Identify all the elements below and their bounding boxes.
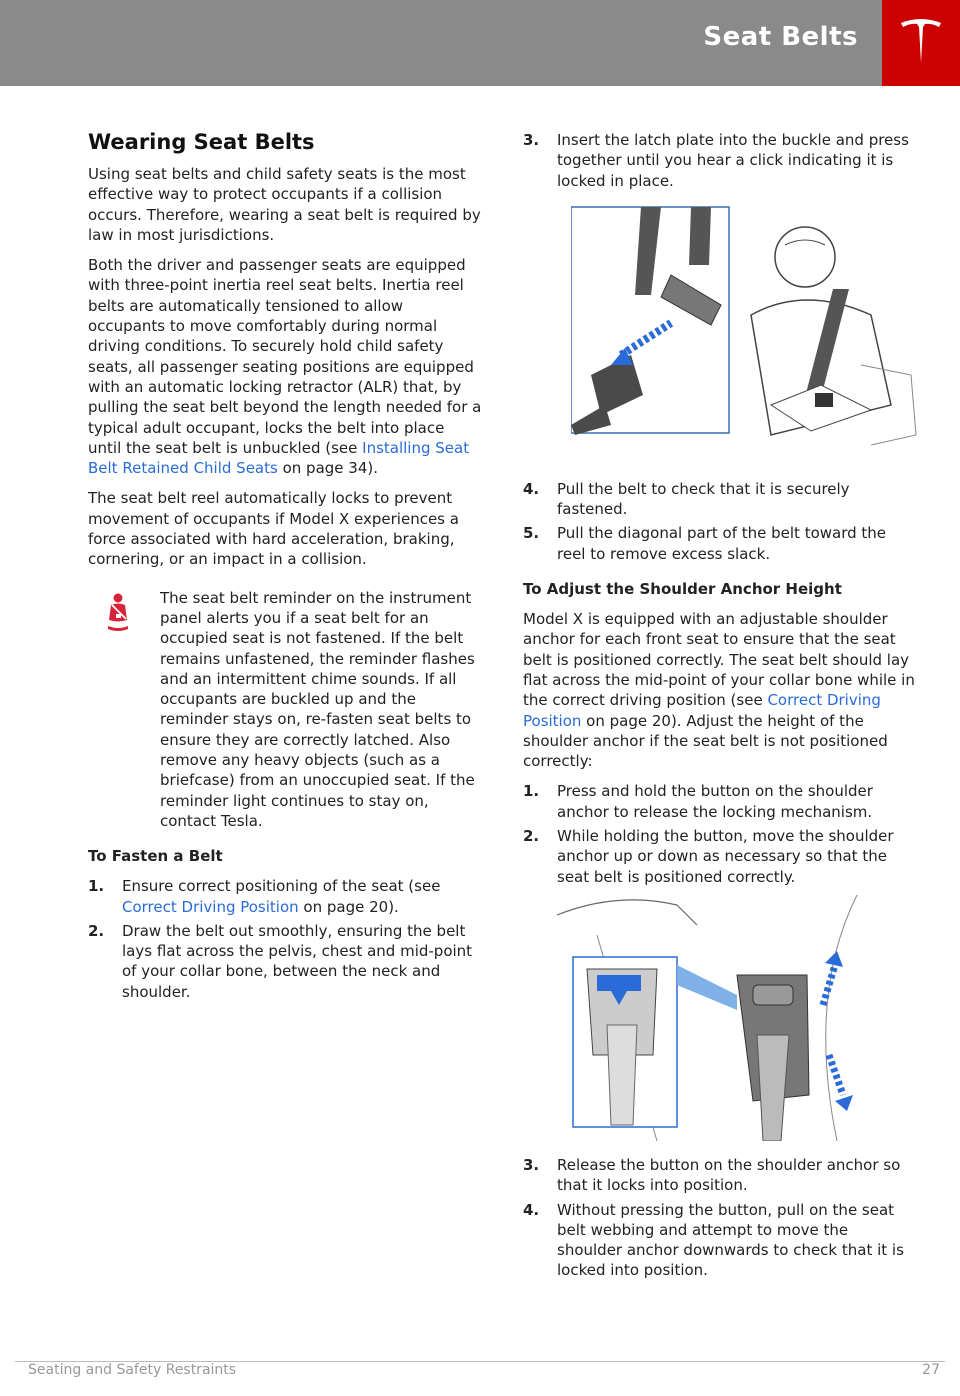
left-column bbox=[88, 130, 482, 1006]
fasten-steps-list bbox=[88, 876, 482, 1002]
notice-text: The seat belt reminder on the instrument panel alerts you if a seat belt for an occupied seat is not fastened. If the belt remains unfastened, the reminder flashes and an intermittent chime sounds. If all occupants are buckled up and the reminder stays on, re-fasten seat belts to ensure they are correctly latched. Also remove any heavy objects (such as a briefcase) from an unoccupied seat. If the reminder light continues to stay on, contact Tesla. bbox=[160, 588, 475, 830]
verify-steps-list bbox=[523, 1155, 917, 1281]
list-item: 2. While holding the button, move the shoulder anchor up or down as necessary so that the seat belt is positioned correctly. bbox=[523, 827, 894, 886]
list-item: 4. Without pressing the button, pull on the seat belt webbing and attempt to move the shoulder anchor downwards to check that it is locked into position. bbox=[523, 1200, 904, 1280]
link-driving-position[interactable]: Correct Driving Position bbox=[122, 897, 299, 916]
check-steps-list bbox=[523, 479, 917, 564]
list-item: 1. Press and hold the button on the shoulder anchor to release the locking mechanism. bbox=[523, 782, 873, 821]
page-header bbox=[0, 0, 960, 86]
fasten-steps-continued bbox=[523, 130, 917, 191]
subheading-fasten-belt: To Fasten a Belt bbox=[88, 847, 223, 866]
tesla-logo-icon bbox=[899, 17, 943, 69]
adjust-steps-list bbox=[523, 781, 917, 886]
list-item: 3. Insert the latch plate into the buckle and press together until you hear a click indicating it is locked in place. bbox=[523, 131, 909, 190]
paragraph: The seat belt reel automatically locks to prevent movement of occupants if Model X experiences a force associated with hard acceleration, braking, cornering, or an impact in a collision. bbox=[88, 489, 459, 569]
seatbelt-warning-icon bbox=[102, 592, 134, 632]
paragraph: Both the driver and passenger seats are equipped with three-point inertia reel seat belts. Inertia reel belts are automatically tensioned to allow occupants to move comfortably during normal driving conditions. To securely hold child safety seats, all passenger seating positions are equipped with an automatic locking retractor (ALR) that, by pulling the seat belt beyond the length needed for a typical adult occupant, locks the belt into place until the seat belt is unbuckled (see Installing Seat Belt Retained Child Seats on page 34). bbox=[88, 256, 482, 478]
list-item: 1. Ensure correct positioning of the seat (see Correct Driving Position on page 20). bbox=[88, 877, 441, 916]
page-title: Seat Belts bbox=[703, 22, 858, 52]
list-item: 4. Pull the belt to check that it is securely fastened. bbox=[523, 479, 850, 519]
seatbelt-reminder-notice bbox=[88, 588, 482, 832]
footer-section-name: Seating and Safety Restraints bbox=[28, 1362, 237, 1378]
list-item: 3. Release the button on the shoulder anchor so that it locks into position. bbox=[523, 1155, 901, 1195]
list-item: 2. Draw the belt out smoothly, ensuring the belt lays flat across the pelvis, chest and mid-point of your collar bone, between the neck and shoulder. bbox=[88, 921, 473, 1001]
link-child-seats[interactable]: Installing Seat Belt Retained Child Seats bbox=[88, 438, 470, 478]
paragraph: Using seat belts and child safety seats is the most effective way to protect occupants if a collision occurs. Therefore, wearing a seat belt is required by law in most jurisdictions. bbox=[88, 165, 481, 244]
shoulder-anchor-illustration bbox=[557, 895, 917, 1141]
paragraph: Model X is equipped with an adjustable shoulder anchor for each front seat to ensure that the seat belt is positioned correctly. The seat belt should lay flat across the mid-point of your collar bone while in the correct driving position (see Correct Driving Position on page 20). Adjust the height of the shoulder anchor if the seat belt is not positioned correctly: bbox=[523, 610, 915, 771]
buckle-illustration bbox=[571, 205, 917, 465]
list-item: 5. Pull the diagonal part of the belt toward the reel to remove excess slack. bbox=[523, 524, 887, 563]
section-heading: Wearing Seat Belts bbox=[88, 130, 315, 154]
right-column bbox=[523, 130, 917, 1285]
brand-logo bbox=[882, 0, 960, 86]
footer-page-number: 27 bbox=[922, 1362, 940, 1378]
subheading-shoulder-anchor: To Adjust the Shoulder Anchor Height bbox=[523, 580, 842, 599]
link-driving-position-2[interactable]: Correct Driving Position bbox=[523, 691, 881, 730]
